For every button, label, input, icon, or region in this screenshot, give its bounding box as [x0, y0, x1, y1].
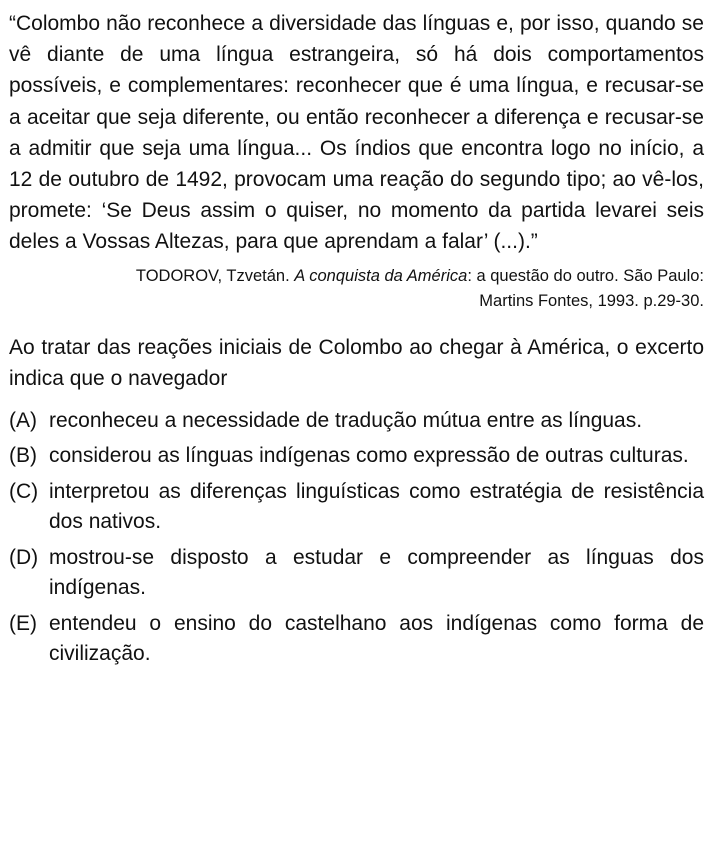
- option-c[interactable]: [9, 477, 704, 538]
- option-b[interactable]: [9, 441, 704, 472]
- option-letter: (E): [9, 611, 37, 635]
- option-text: considerou as línguas indígenas como expressão de outras culturas.: [49, 444, 689, 468]
- option-letter: (A): [9, 408, 37, 432]
- citation-rest: : a questão do outro. São Paulo:: [467, 266, 704, 285]
- citation-title: A conquista da América: [294, 266, 468, 285]
- option-letter: (D): [9, 545, 39, 569]
- option-text: mostrou-se disposto a estudar e compreender as línguas dos indígenas.: [49, 545, 704, 600]
- answer-options: [9, 406, 704, 670]
- option-a[interactable]: [9, 406, 704, 437]
- citation-line-2: Martins Fontes, 1993. p.29-30.: [479, 291, 704, 310]
- citation: [9, 264, 704, 314]
- option-e[interactable]: [9, 609, 704, 670]
- option-d[interactable]: [9, 543, 704, 604]
- citation-line-1: [9, 264, 704, 289]
- option-text: interpretou as diferenças linguísticas como estratégia de resistência dos nativos.: [49, 479, 704, 534]
- quote-text: “Colombo não reconhece a diversidade das línguas e, por isso, quando se vê diante de uma língua estrangeira, só há dois comportamentos possíveis, e complementares: reconhecer que é uma língua, e recusar-se a aceitar que seja diferente, ou então reconhecer a diferença e recusar-se a admitir que seja uma língua... Os índios que encontra logo no início, a 12 de outubro de 1492, provocam uma reação do segundo tipo; ao vê-los, promete: ‘Se Deus assim o quiser, no momento da partida levarei seis deles a Vossas Altezas, para que aprendam a falar’ (...).”: [9, 12, 704, 254]
- option-letter: (B): [9, 444, 37, 468]
- question-stem: Ao tratar das reações iniciais de Colombo ao chegar à América, o excerto indica que o navegador: [9, 335, 704, 391]
- citation-author: TODOROV, Tzvetán.: [135, 266, 290, 285]
- option-text: entendeu o ensino do castelhano aos indígenas como forma de civilização.: [49, 611, 704, 666]
- option-text: reconheceu a necessidade de tradução mútua entre as línguas.: [49, 408, 643, 432]
- option-letter: (C): [9, 479, 39, 503]
